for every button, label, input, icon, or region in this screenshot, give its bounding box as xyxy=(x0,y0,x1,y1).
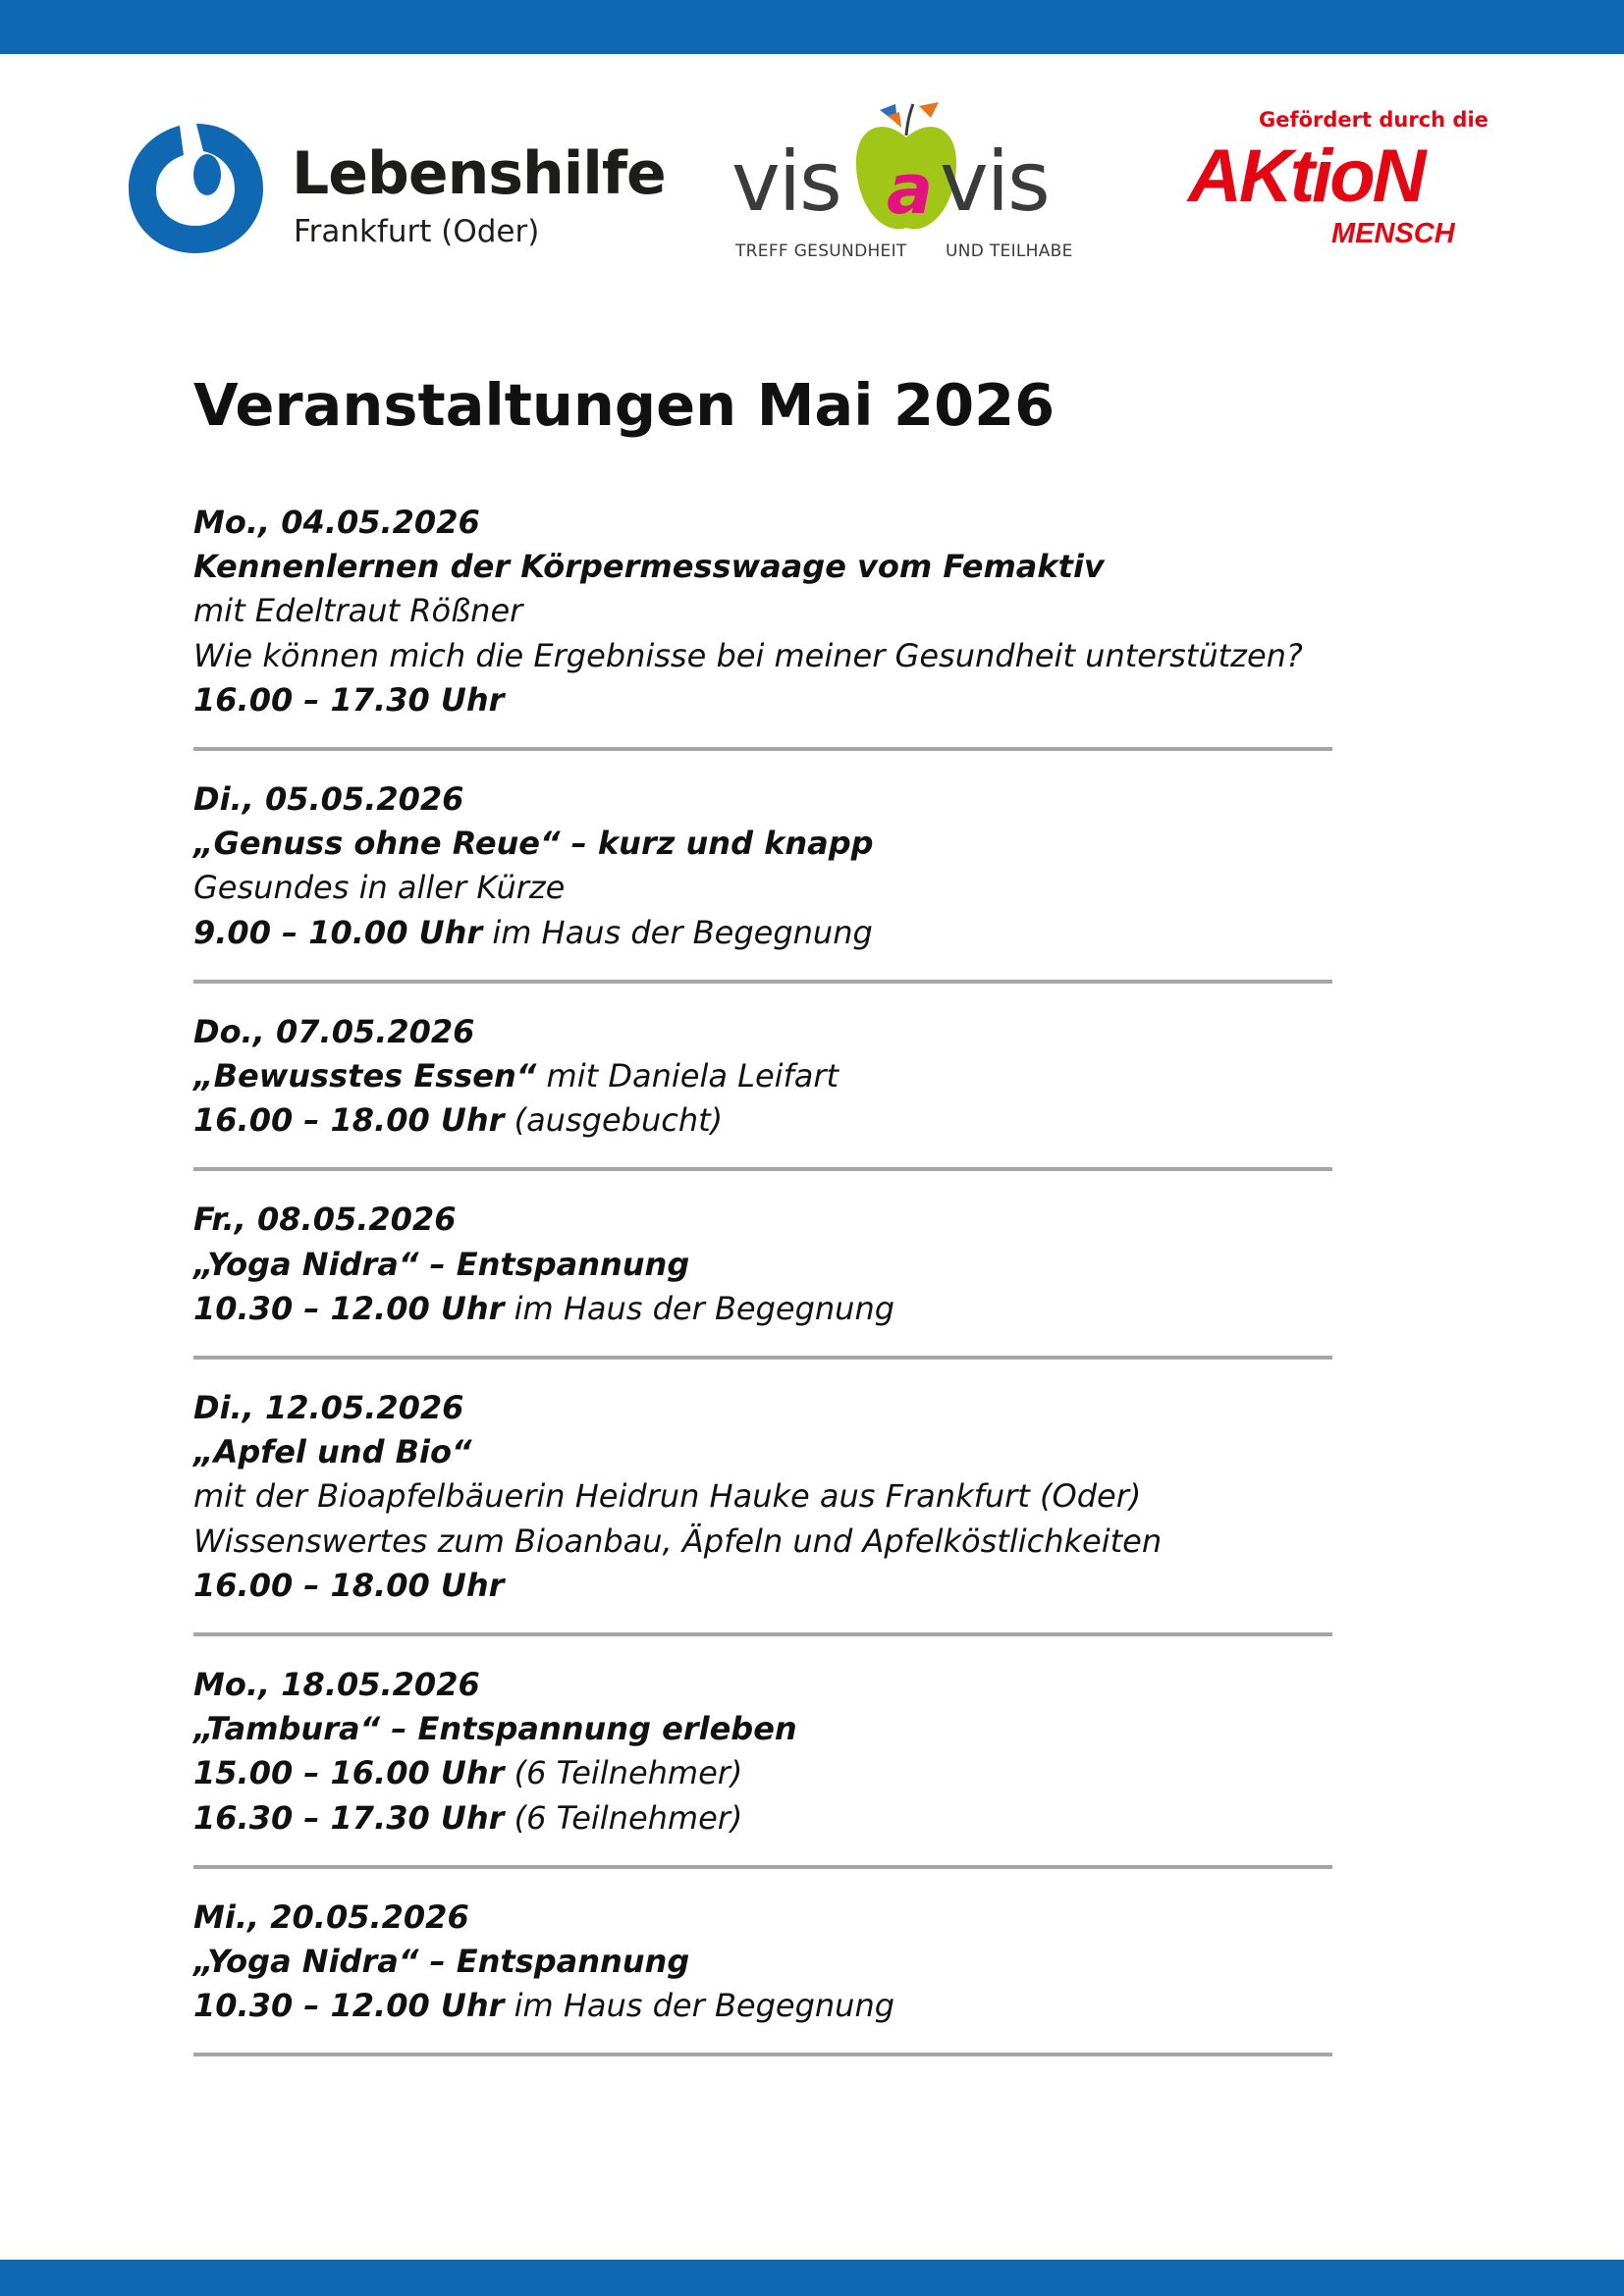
event-time-line xyxy=(193,1098,1332,1143)
page-title: Veranstaltungen Mai 2026 xyxy=(193,371,1056,439)
event-title: „Genuss ohne Reue“ – kurz und knapp xyxy=(193,825,874,863)
event-location: im Haus der Begegnung xyxy=(504,1987,895,2025)
event-host: mit der Bioapfelbäuerin Heidrun Hauke aus Frankfurt (Oder) xyxy=(193,1477,1142,1516)
event-item xyxy=(193,1896,1332,2057)
event-list xyxy=(193,501,1332,2083)
event-description: Gesundes in aller Kürze xyxy=(193,869,566,907)
event-time-line xyxy=(193,911,1332,955)
bottom-color-band xyxy=(0,2260,1624,2296)
event-time: 10.30 – 12.00 Uhr xyxy=(193,1289,505,1327)
event-host: mit Edeltraut Rößner xyxy=(193,592,523,630)
event-host: mit Daniela Leifart xyxy=(536,1057,839,1095)
visavis-subtitle-left: TREFF GESUNDHEIT xyxy=(735,241,907,261)
lebenshilfe-logo xyxy=(123,116,666,258)
event-time: 10.30 – 12.00 Uhr xyxy=(193,1987,505,2025)
visavis-middle-letter: a xyxy=(887,149,934,230)
top-color-band xyxy=(0,0,1624,54)
event-item xyxy=(193,1010,1332,1172)
event-description: Wie können mich die Ergebnisse bei meiner Gesundheit unterstützen? xyxy=(193,636,1303,674)
event-title: Kennenlernen der Körpermesswaage vom Femaktiv xyxy=(193,548,1105,586)
lebenshilfe-name: Lebenshilfe xyxy=(292,139,666,208)
event-date: Do., 07.05.2026 xyxy=(193,1012,475,1050)
event-date: Fr., 08.05.2026 xyxy=(193,1201,457,1239)
funded-by-label: Gefördert durch die xyxy=(1259,108,1489,132)
event-date: Mo., 04.05.2026 xyxy=(193,504,480,541)
event-date: Mo., 18.05.2026 xyxy=(193,1666,480,1704)
event-title-line xyxy=(193,1054,1332,1098)
mensch-wordmark: MENSCH xyxy=(1331,218,1455,249)
event-date: Mi., 20.05.2026 xyxy=(193,1897,469,1936)
lebenshilfe-mark-icon xyxy=(123,116,270,258)
event-date: Di., 05.05.2026 xyxy=(193,780,464,819)
visavis-subtitle-right: UND TEILHABE xyxy=(946,241,1073,261)
event-time-line xyxy=(193,1751,1332,1795)
event-time: 9.00 – 10.00 Uhr xyxy=(193,913,483,951)
event-time-line xyxy=(193,1984,1332,2028)
event-title: „Apfel und Bio“ xyxy=(193,1433,472,1471)
visavis-logo xyxy=(731,98,1085,270)
event-location: im Haus der Begegnung xyxy=(482,913,873,951)
event-title: „Tambura“ – Entspannung erleben xyxy=(193,1710,797,1748)
event-item xyxy=(193,1663,1332,1869)
event-item xyxy=(193,1198,1332,1360)
event-note: (6 Teilnehmer) xyxy=(504,1754,743,1792)
event-time-line xyxy=(193,1287,1332,1331)
event-note: (ausgebucht) xyxy=(504,1101,724,1140)
event-title: „Yoga Nidra“ – Entspannung xyxy=(193,1245,690,1283)
visavis-right-word: vis xyxy=(940,133,1049,230)
event-note: (6 Teilnehmer) xyxy=(504,1798,743,1837)
event-date: Di., 12.05.2026 xyxy=(193,1389,464,1427)
event-item xyxy=(193,501,1332,751)
event-title: „Yoga Nidra“ – Entspannung xyxy=(193,1943,690,1981)
event-time: 16.00 – 18.00 Uhr xyxy=(193,1566,505,1604)
lebenshilfe-city: Frankfurt (Oder) xyxy=(294,214,540,249)
event-item xyxy=(193,1386,1332,1636)
event-time: 15.00 – 16.00 Uhr xyxy=(193,1754,505,1792)
event-time-line xyxy=(193,1796,1332,1841)
aktion-mensch-logo xyxy=(1188,108,1489,255)
event-time: 16.00 – 18.00 Uhr xyxy=(193,1101,505,1140)
visavis-left-word: vis xyxy=(731,133,840,230)
event-item xyxy=(193,777,1332,984)
aktion-wordmark: AKtioN xyxy=(1188,134,1424,218)
event-time: 16.30 – 17.30 Uhr xyxy=(193,1798,505,1837)
event-time: 16.00 – 17.30 Uhr xyxy=(193,680,505,719)
event-location: im Haus der Begegnung xyxy=(504,1289,895,1327)
event-title: „Bewusstes Essen“ xyxy=(193,1057,537,1095)
event-description: Wissenswertes zum Bioanbau, Äpfeln und Apfelköstlichkeiten xyxy=(193,1522,1163,1560)
